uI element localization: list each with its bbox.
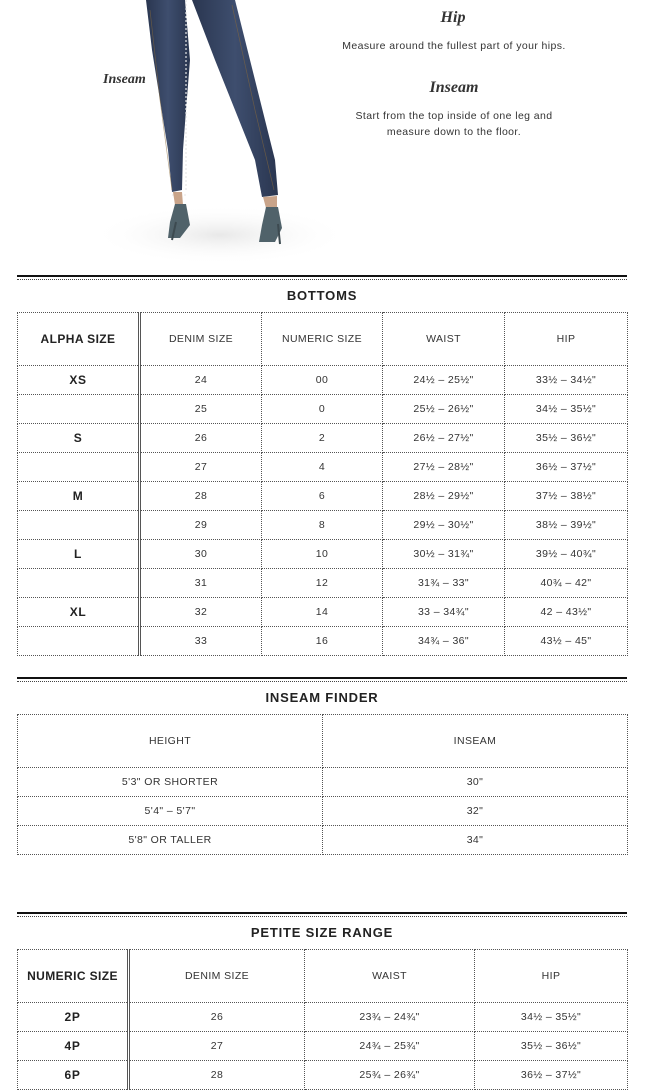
bottoms-section (17, 275, 627, 656)
table-cell: 28 (129, 1061, 305, 1090)
inseam-description-line-2: measure down to the floor. (386, 126, 522, 138)
hip-description: Measure around the fullest part of your hips. (342, 40, 566, 52)
table-header-row (18, 313, 628, 366)
table-cell: 32 (140, 598, 262, 627)
bottoms-table (17, 312, 628, 656)
section-rule (17, 275, 627, 277)
table-row (18, 453, 628, 482)
table-cell: 27½ – 28½" (383, 453, 505, 482)
table-cell: 26 (129, 1003, 305, 1032)
table-cell: 30 (140, 540, 262, 569)
table-row (18, 1032, 628, 1061)
table-row (18, 540, 628, 569)
table-row (18, 482, 628, 511)
table-cell: 2P (18, 1003, 129, 1032)
table-header-row (18, 715, 628, 768)
table-cell: XL (18, 598, 140, 627)
table-cell: 32" (323, 797, 628, 826)
section-rule-dotted (17, 916, 627, 917)
table-cell: 27 (129, 1032, 305, 1061)
column-header: DENIM SIZE (140, 313, 262, 366)
table-cell: 37½ – 38½" (505, 482, 628, 511)
table-cell: 26½ – 27½" (383, 424, 505, 453)
table-cell: 6 (262, 482, 383, 511)
table-cell: 10 (262, 540, 383, 569)
table-cell: 34½ – 35½" (505, 395, 628, 424)
inseam-finder-section (17, 677, 627, 855)
table-cell: 28½ – 29½" (383, 482, 505, 511)
table-cell: 36½ – 37½" (505, 453, 628, 482)
column-header: ALPHA SIZE (18, 313, 140, 366)
table-cell: 5'4" – 5'7" (18, 797, 323, 826)
table-row (18, 366, 628, 395)
table-cell: 39½ – 40¾" (505, 540, 628, 569)
table-cell: 16 (262, 627, 383, 656)
inseam-finder-title: INSEAM FINDER (265, 690, 379, 705)
section-rule-dotted (17, 279, 627, 280)
table-cell: 36½ – 37½" (475, 1061, 628, 1090)
section-rule (17, 912, 627, 914)
table-cell (18, 569, 140, 598)
table-cell: 38½ – 39½" (505, 511, 628, 540)
table-cell: 12 (262, 569, 383, 598)
table-cell: 25 (140, 395, 262, 424)
column-header: HEIGHT (18, 715, 323, 768)
table-cell: 33½ – 34½" (505, 366, 628, 395)
table-row (18, 826, 628, 855)
table-cell: 29 (140, 511, 262, 540)
table-cell: 30½ – 31¾" (383, 540, 505, 569)
table-row (18, 598, 628, 627)
table-cell: XS (18, 366, 140, 395)
table-cell: 6P (18, 1061, 129, 1090)
column-header: HIP (475, 950, 628, 1003)
hero-illustration (0, 0, 646, 268)
table-row (18, 797, 628, 826)
table-cell: 42 – 43½" (505, 598, 628, 627)
table-cell: 34¾ – 36" (383, 627, 505, 656)
table-cell: 4 (262, 453, 383, 482)
section-rule (17, 677, 627, 679)
table-cell: 28 (140, 482, 262, 511)
column-header: HIP (505, 313, 628, 366)
table-cell: 25½ – 26½" (383, 395, 505, 424)
table-cell: S (18, 424, 140, 453)
table-row (18, 1003, 628, 1032)
petite-table (17, 949, 628, 1090)
table-cell: 31 (140, 569, 262, 598)
column-header: WAIST (305, 950, 475, 1003)
table-cell: 30" (323, 768, 628, 797)
inseam-finder-table (17, 714, 628, 855)
inseam-figure-label: Inseam (103, 72, 146, 87)
table-header-row (18, 950, 628, 1003)
table-cell: 40¾ – 42" (505, 569, 628, 598)
table-cell (18, 511, 140, 540)
inseam-description-line-1: Start from the top inside of one leg and (355, 110, 553, 122)
table-cell: 34½ – 35½" (475, 1003, 628, 1032)
table-cell: M (18, 482, 140, 511)
table-cell: 25¾ – 26¾" (305, 1061, 475, 1090)
table-cell (18, 627, 140, 656)
table-row (18, 395, 628, 424)
table-cell: 24 (140, 366, 262, 395)
table-cell: 26 (140, 424, 262, 453)
table-cell: L (18, 540, 140, 569)
table-row (18, 569, 628, 598)
table-cell: 33 (140, 627, 262, 656)
bottoms-title: BOTTOMS (286, 288, 358, 303)
column-header: WAIST (383, 313, 505, 366)
table-row (18, 768, 628, 797)
table-cell (18, 453, 140, 482)
table-cell: 2 (262, 424, 383, 453)
table-cell: 35½ – 36½" (505, 424, 628, 453)
table-cell: 31¾ – 33" (383, 569, 505, 598)
table-cell: 24½ – 25½" (383, 366, 505, 395)
table-row (18, 511, 628, 540)
table-cell: 00 (262, 366, 383, 395)
table-cell: 29½ – 30½" (383, 511, 505, 540)
table-cell: 43½ – 45" (505, 627, 628, 656)
table-cell: 27 (140, 453, 262, 482)
table-cell: 23¾ – 24¾" (305, 1003, 475, 1032)
table-cell: 34" (323, 826, 628, 855)
table-cell: 35½ – 36½" (475, 1032, 628, 1061)
petite-section (17, 912, 627, 1090)
column-header: NUMERIC SIZE (262, 313, 383, 366)
table-cell: 4P (18, 1032, 129, 1061)
table-row (18, 1061, 628, 1090)
table-cell (18, 395, 140, 424)
table-cell: 8 (262, 511, 383, 540)
inseam-title: Inseam (429, 79, 479, 96)
section-rule-dotted (17, 681, 627, 682)
table-cell: 5'3" OR SHORTER (18, 768, 323, 797)
hip-title: Hip (440, 9, 466, 26)
table-cell: 24¾ – 25¾" (305, 1032, 475, 1061)
petite-title: PETITE SIZE RANGE (250, 925, 394, 940)
table-cell: 33 – 34¾" (383, 598, 505, 627)
table-cell: 14 (262, 598, 383, 627)
column-header: DENIM SIZE (129, 950, 305, 1003)
column-header: NUMERIC SIZE (18, 950, 129, 1003)
table-row (18, 424, 628, 453)
table-cell: 0 (262, 395, 383, 424)
column-header: INSEAM (323, 715, 628, 768)
table-cell: 5'8" OR TALLER (18, 826, 323, 855)
table-row (18, 627, 628, 656)
